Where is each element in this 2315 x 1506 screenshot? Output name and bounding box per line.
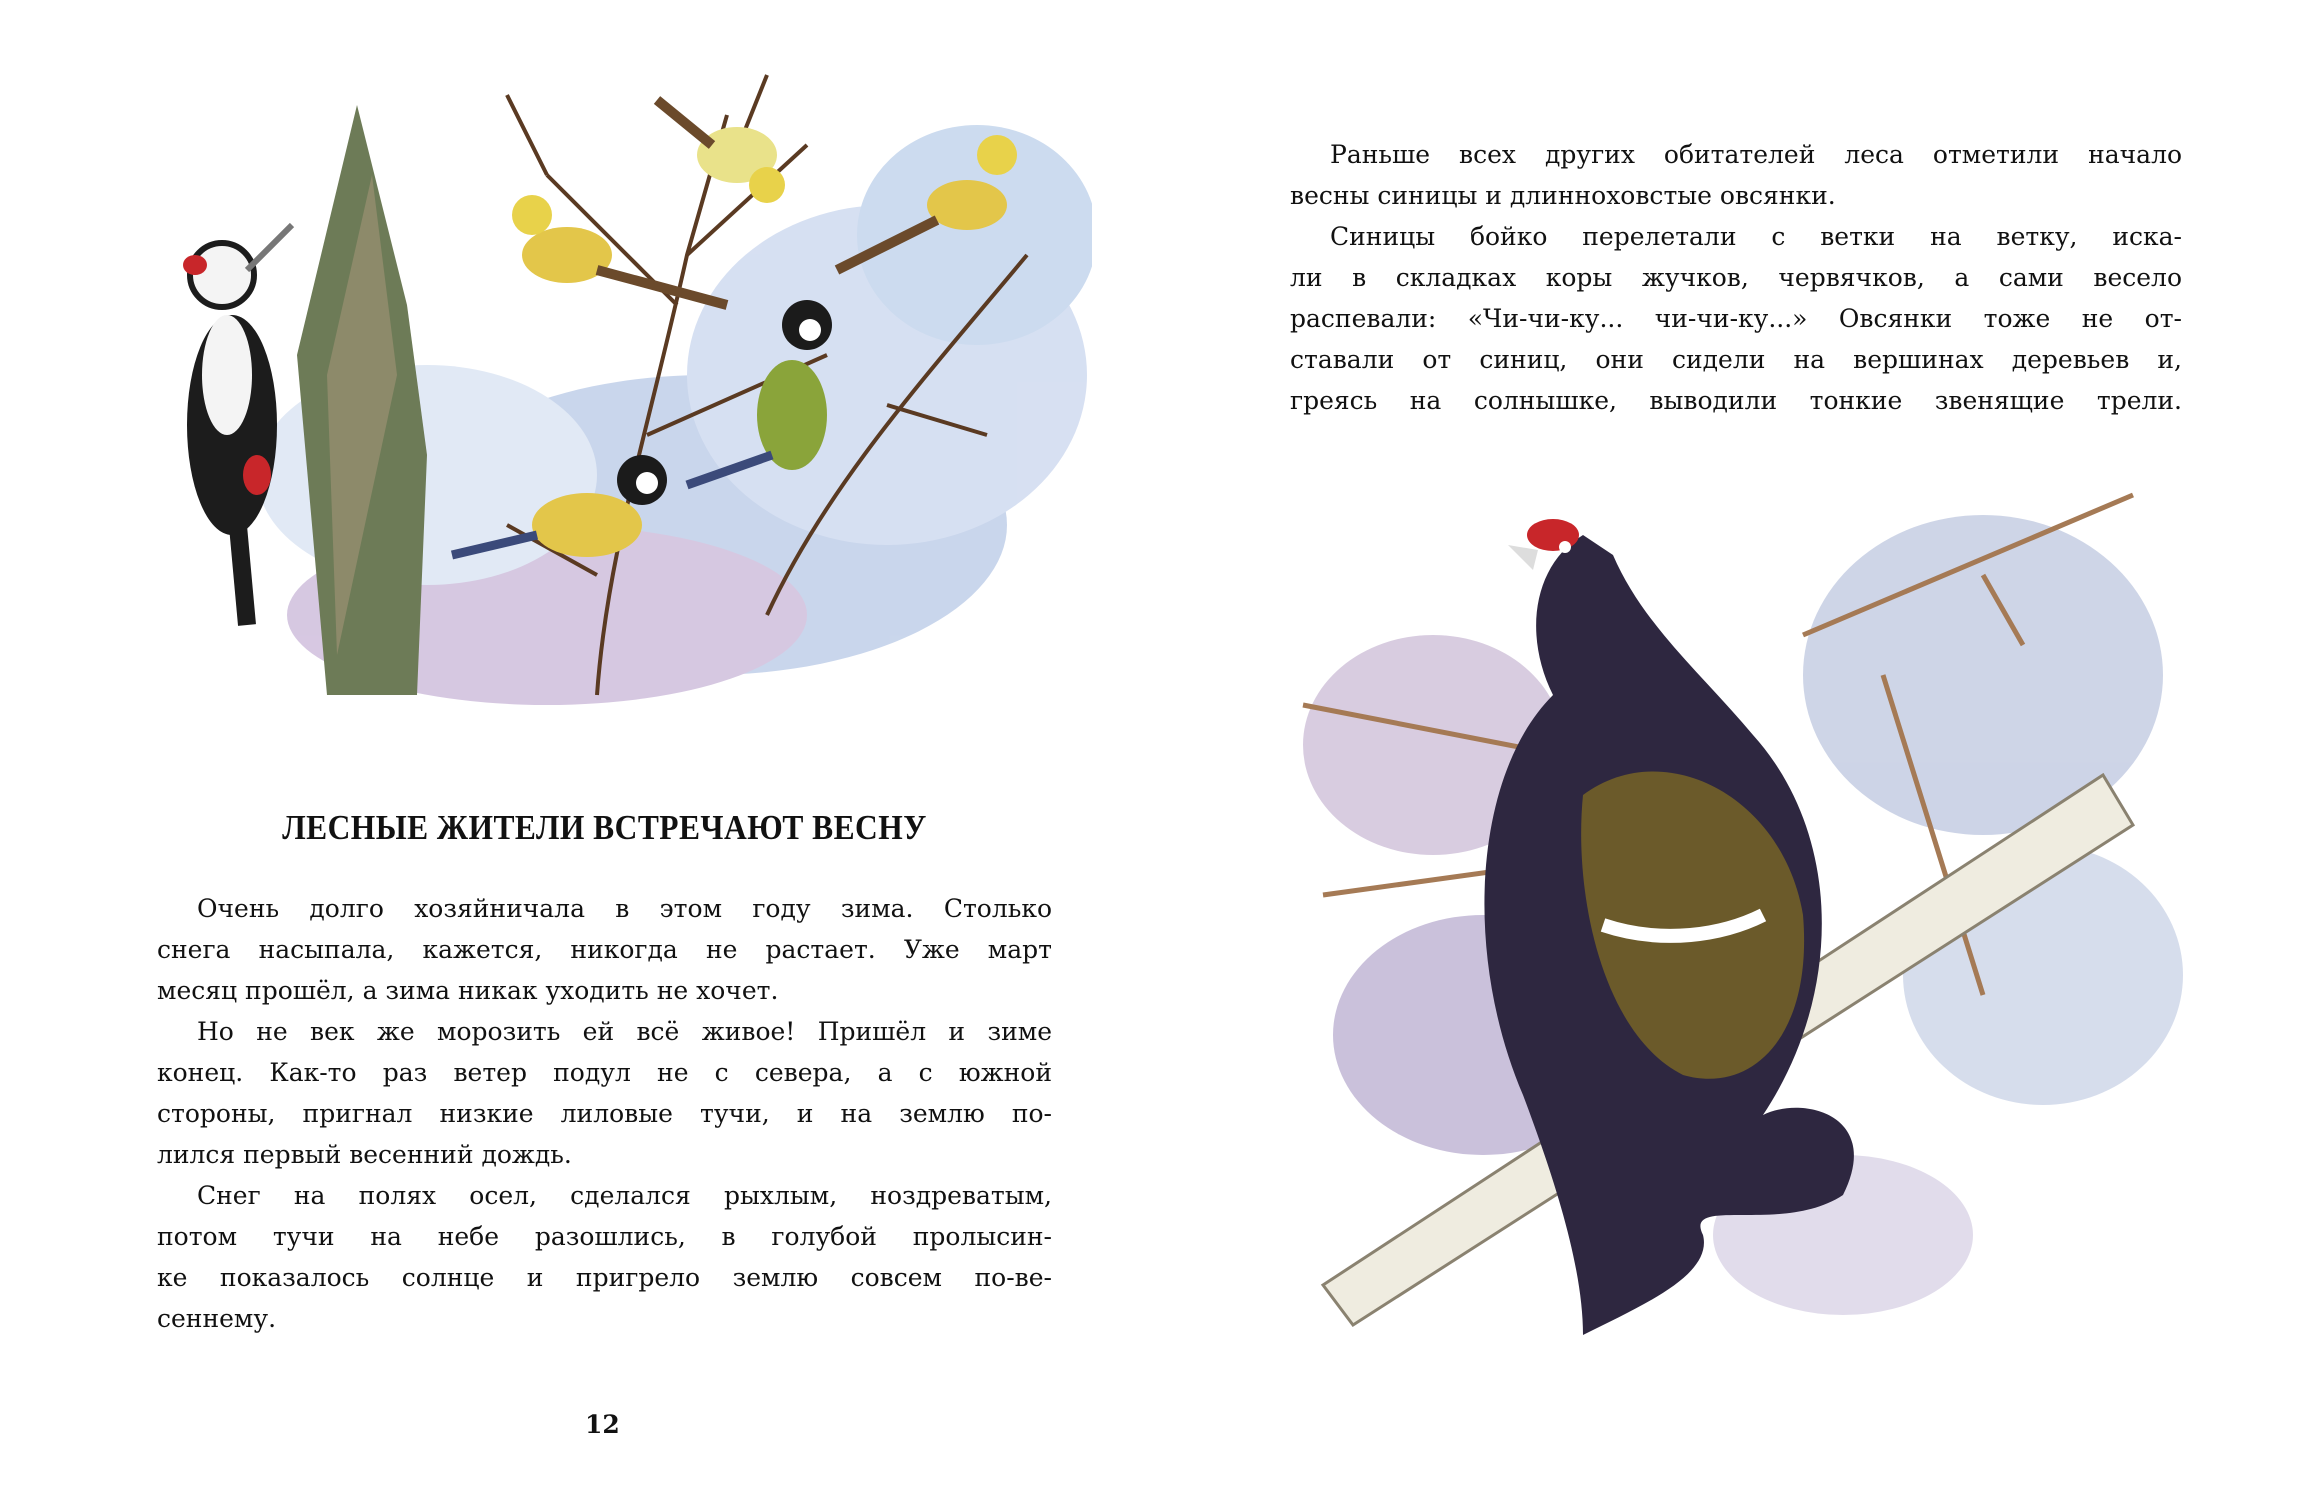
text-line: Синицы бойко перелетали с ветки на ветку, иска- — [1330, 222, 2182, 251]
text-line: Но не век же морозить ей всё живое! Пришёл и зиме — [197, 1017, 1052, 1046]
paragraph — [157, 1011, 1052, 1175]
left-page — [0, 0, 1157, 1506]
text-line: снега насыпала, кажется, никогда не растает. Уже март — [157, 935, 1052, 964]
text-line: весны синицы и длинноховстые овсянки. — [1290, 181, 1836, 210]
birds-on-branches-illustration — [127, 55, 1092, 735]
text-line: Снег на полях осел, сделался рыхлым, ноздреватым, — [197, 1181, 1052, 1210]
text-line: сеннему. — [157, 1304, 277, 1333]
right-page — [1157, 0, 2315, 1506]
woodpecker — [183, 225, 292, 625]
chapter-title: ЛЕСНЫЕ ЖИТЕЛИ ВСТРЕЧАЮТ ВЕСНУ — [282, 808, 927, 847]
yellowhammer-2 — [657, 100, 785, 203]
text-line: конец. Как-то раз ветер подул не с севера, а с южной — [157, 1058, 1052, 1087]
text-line: месяц прошёл, а зима никак уходить не хочет. — [157, 976, 779, 1005]
text-line: Раньше всех других обитателей леса отметили начало — [1330, 140, 2182, 169]
text-line: ке показалось солнце и пригрело землю совсем по-ве- — [157, 1263, 1052, 1292]
text-line: стороны, пригнал низкие лиловые тучи, и на землю по- — [157, 1099, 1052, 1128]
left-page-text — [157, 888, 1052, 1339]
text-line: ставали от синиц, они сидели на вершинах деревьев и, — [1290, 345, 2182, 374]
text-line: греясь на солнышке, выводили тонкие звенящие трели. — [1290, 386, 2182, 415]
paragraph — [1290, 134, 2182, 216]
text-line: потом тучи на небе разошлись, в голубой пролысин- — [157, 1222, 1052, 1251]
right-page-text — [1290, 134, 2182, 421]
page-number: 12 — [585, 1410, 620, 1439]
paragraph — [157, 1175, 1052, 1339]
text-line: ли в складках коры жучков, червячков, а сами весело — [1290, 263, 2182, 292]
text-line: Очень долго хозяйничала в этом году зима. Столько — [197, 894, 1052, 923]
text-line: распевали: «Чи-чи-ку... чи-чи-ку...» Овсянки тоже не от- — [1290, 304, 2182, 333]
paragraph — [157, 888, 1052, 1011]
text-line: лился первый весенний дождь. — [157, 1140, 572, 1169]
paragraph — [1290, 216, 2182, 421]
capercaillie-illustration — [1283, 475, 2203, 1345]
